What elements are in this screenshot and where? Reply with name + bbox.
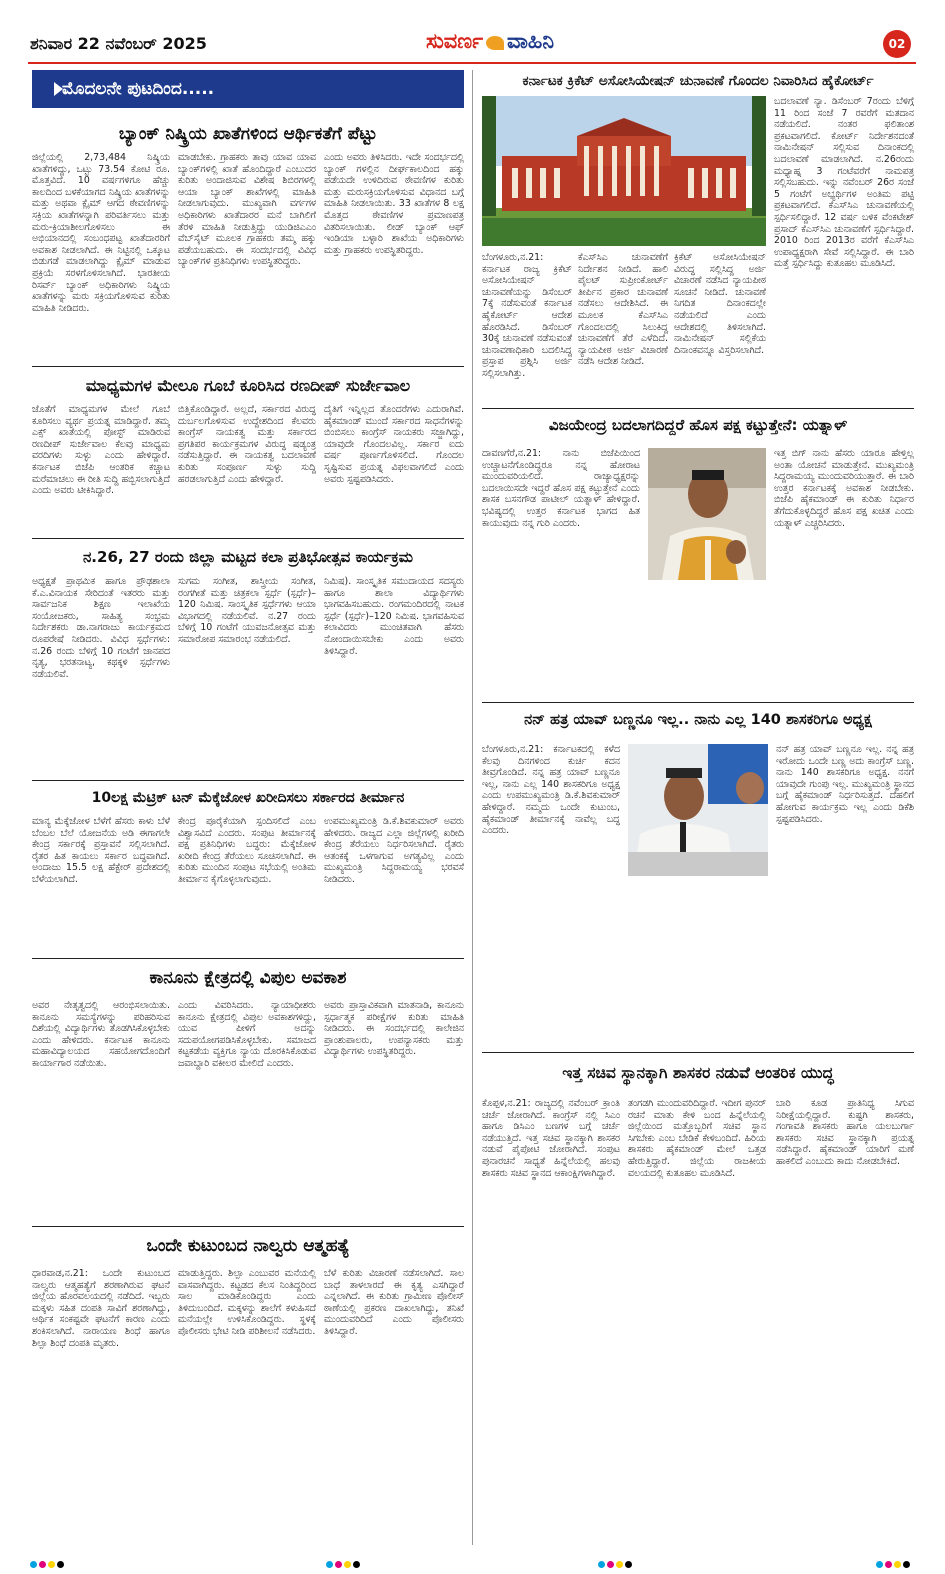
magenta-dot-icon (607, 1561, 614, 1568)
surjewala-col-1: ಜೊತೆಗೆ ಮಾಧ್ಯಮಗಳ ಮೇಲೆ ಗೂಬೆ ಕೂರಿಸಲು ವ್ಯರ್ಥ ಪ್ರಯತ್ನ ಮಾಡಿದ್ದಾರೆ. ತಮ್ಮ ಎಕ್ಸ್ ಖಾತೆಯಲ್ಲಿ ಪೋಸ್ಟ್ ಮಾಡಿರುವ ರಣದೀಪ್ ಸುರ್ಜೇವಾಲ ಕೆಲವು ಮಾಧ್ಯಮ ವರದಿಗಳು ಸುಳ್ಳು ಎಂದು ಹೇಳಿದ್ದಾರೆ. ಕರ್ನಾಟಕ ಬಿಜೆಪಿ ಆಂತರಿಕ ಕಚ್ಚಾಟ ಮರೆಮಾಚಲು ಈ ರೀತಿ ಸುದ್ದಿ ಹಬ್ಬಿಸಲಾಗುತ್ತಿದೆ ಎಂದು ಅವರು ಟೀಕಿಸಿದ್ದಾರೆ. (32, 404, 170, 497)
suicide-headline[interactable]: ಒಂದೇ ಕುಟುಂಬದ ನಾಲ್ವರು ಆತ್ಮಹತ್ಯೆ (146, 1236, 350, 1256)
law-col-3: ಅವರು ಪ್ರಾಸ್ತಾವಿಕವಾಗಿ ಮಾತನಾಡಿ, ಕಾನೂನು ಸ್ಪರ್ಧಾತ್ಮಕ ಪರೀಕ್ಷೆಗಳ ಕುರಿತು ಮಾಹಿತಿ ನೀಡಿದರು. ಈ ಸಂದರ್ಭದಲ್ಲಿ ಕಾಲೇಜಿನ ಪ್ರಾಂಶುಪಾಲರು, ಉಪನ್ಯಾಸಕರು ಮತ್ತು ವಿದ್ಯಾರ್ಥಿಗಳು ಉಪಸ್ಥಿತರಿದ್ದರು. (324, 1000, 464, 1058)
divider (482, 408, 914, 409)
high-court-photo (482, 96, 766, 246)
maize-col-2: ಕೇಂದ್ರ ಪೂರೈಕೆಯಾಗಿ ಸ್ಪಂದಿಸಲಿದೆ ಎಂಬ ವಿಶ್ವಾಸವಿದೆ ಎಂದರು. ಸಂಪುಟ ತೀರ್ಮಾನಕ್ಕೆ ಪಕ್ಷ ಪ್ರತಿನಿಧಿಗಳು ಬದ್ಧರು: ಮೆಕ್ಕೆಜೋಳ ಖರೀದಿ ಕೇಂದ್ರ ತೆರೆಯಲು ಸೂಚಿಸಲಾಗಿದೆ. ಈ ಕುರಿತು ಮುಂದಿನ ಸಂಪುಟ ಸಭೆಯಲ್ಲಿ ಅಂತಿಮ ತೀರ್ಮಾನ ಕೈಗೊಳ್ಳಲಾಗುವುದು. (178, 816, 316, 885)
dks-headline[interactable]: ನನ್ ಹತ್ರ ಯಾವ್ ಬಣ್ಣನೂ ಇಲ್ಲ.. ನಾನು ಎಲ್ಲ 140 ಶಾಸಕರಿಗೂ ಅಧ್ಯಕ್ಷ (524, 712, 872, 728)
maize-col-1: ಮಾನ್ಯ ಮೆಕ್ಕೆಜೋಳ ಬೆಳೆಗೆ ಹೆಸರು ಕಾಳು ಬೆಳೆ ಬೆಂಬಲ ಬೆಲೆ ಯೋಜನೆಯ ಅಡಿ ಈಗಾಗಲೇ ಕೇಂದ್ರ ಸರ್ಕಾರಕ್ಕೆ ಪ್ರಸ್ತಾವನೆ ಸಲ್ಲಿಸಲಾಗಿದೆ. ರೈತರ ಹಿತ ಕಾಯಲು ಸರ್ಕಾರ ಬದ್ಧವಾಗಿದೆ. ಅಂದಾಜು 15.5 ಲಕ್ಷ ಹೆಕ್ಟೇರ್ ಪ್ರದೇಶದಲ್ಲಿ ಬೆಳೆಯಲಾಗಿದೆ. (32, 816, 170, 885)
surjewala-col-3: ದೈತಿಗೆ ಇನ್ನಿಲ್ಲದ ತೊಂದರೆಗಳು ಎದುರಾಗಿವೆ. ಹೈಕಮಾಂಡ್ ಮುಂದೆ ಸರ್ಕಾರದ ಸಾಧನೆಗಳನ್ನು ಬಿಂಬಿಸಲು ಕಾಂಗ್ರೆಸ್ ನಾಯಕರು ಸಜ್ಜಾಗಿದ್ದು, ಯಾವುದೇ ಗೊಂದಲವಿಲ್ಲ. ಸರ್ಕಾರ ಐದು ವರ್ಷ ಪೂರ್ಣಗೊಳಿಸಲಿದೆ. ಗೊಂದಲ ಸೃಷ್ಟಿಸುವ ಪ್ರಯತ್ನ ವಿಫಲವಾಗಲಿದೆ ಎಂದು ಅವರು ಸ್ಪಷ್ಟಪಡಿಸಿದರು. (324, 404, 464, 485)
maize-col-3: ಉಪಮುಖ್ಯಮಂತ್ರಿ ಡಿ.ಕೆ.ಶಿವಕುಮಾರ್ ಅವರು ಹೇಳಿದರು. ರಾಜ್ಯದ ಎಲ್ಲಾ ಜಿಲ್ಲೆಗಳಲ್ಲಿ ಖರೀದಿ ಕೇಂದ್ರ ತೆರೆಯಲು ನಿರ್ಧರಿಸಲಾಗಿದೆ. ರೈತರು ಆತಂಕಕ್ಕೆ ಒಳಗಾಗುವ ಅಗತ್ಯವಿಲ್ಲ ಎಂದು ಮುಖ್ಯಮಂತ್ರಿ ಸಿದ್ದರಾಮಯ್ಯ ಭರವಸೆ ನೀಡಿದರು. (324, 816, 464, 885)
yatnal-headline[interactable]: ವಿಜಯೇಂದ್ರ ಬದಲಾಗದಿದ್ದರೆ ಹೊಸ ಪಕ್ಷ ಕಟ್ಟುತ್ತೇನೆ: ಯತ್ನಾಳ್ (548, 416, 848, 434)
law-headline[interactable]: ಕಾನೂನು ಕ್ಷೇತ್ರದಲ್ಲಿ ವಿಪುಲ ಅವಕಾಶ (149, 968, 347, 988)
hc-col-2: ಕೆಎಸ್‌ಸಿಎ ಚುನಾವಣೆಗೆ ನಿರ್ದೇಶನ ನೀಡಿದೆ. ಹಾಲಿ ಪೈಲಟ್ ಸುಪ್ರೀಂಕೋರ್ಟ್ ತೀರ್ಪಿನ ಪ್ರಕಾರ ಚುನಾವಣೆ ನಡೆಸಲು ಆದೇಶಿಸಿದೆ. ಈ ಮೂಲಕ ಕೆಎಸ್‌ಸಿಎ ಗೊಂದಲದಲ್ಲಿ ಸಿಲುಕಿದ್ದ ಚುನಾವಣೆಗೆ ತೆರೆ ಎಳೆದಿದೆ. ನ್ಯಾಯಪೀಠ ಅರ್ಜಿ ವಿಚಾರಣೆ ನಡೆಸಿ ಆದೇಶ ನೀಡಿದೆ. (578, 252, 668, 368)
registration-marks-center-left (326, 1553, 362, 1561)
bank-col-2: ಮಾಡಬೇಕು. ಗ್ರಾಹಕರು ತಾವು ಯಾವ ಯಾವ ಬ್ಯಾಂಕ್‌ಗಳಲ್ಲಿ ಖಾತೆ ಹೊಂದಿದ್ದಾರೆ ಎಂಬುದರ ಕುರಿತು ಅಂದಾಜಿಸುವ ವಿಶೇಷ ಶಿಬಿರಗಳಲ್ಲಿ ಆಯಾ ಬ್ಯಾಂಕ್ ಶಾಖೆಗಳಲ್ಲಿ ಮಾಹಿತಿ ನೀಡಲಾಗುವುದು. ಮುಖ್ಯವಾಗಿ ವರ್ಗಗಳ ಅಧಿಕಾರಿಗಳು ಖಾತೆದಾರರ ಮನೆ ಬಾಗಿಲಿಗೆ ತೆರಳಿ ಮಾಹಿತಿ ನೀಡುತ್ತಿದ್ದು ಯುಡಿಜಿಎಎಂ ವೆಬ್‌ಸೈಟ್ ಮೂಲಕ ಗ್ರಾಹಕರು ತಮ್ಮ ಹಕ್ಕು ಪಡೆಯಬಹುದು. ಈ ಸಂದರ್ಭದಲ್ಲಿ ವಿವಿಧ ಬ್ಯಾಂಕ್‌ಗಳ ಪ್ರತಿನಿಧಿಗಳು ಉಪಸ್ಥಿತರಿದ್ದರು. (178, 152, 316, 268)
suicide-col-2: ಮಾಡುತ್ತಿದ್ದರು. ಶಿಲ್ಪಾ ಎಂಬುವರ ಮನೆಯಲ್ಲಿ ವಾಸವಾಗಿದ್ದರು. ಕಟ್ಟಡದ ಕೆಲಸ ನಿಂತಿದ್ದರಿಂದ ಸಾಲ ಮಾಡಿಕೊಂಡಿದ್ದರು ಎಂದು ತಿಳಿದುಬಂದಿದೆ. ಮಕ್ಕಳನ್ನು ಶಾಲೆಗೆ ಕಳುಹಿಸದೆ ಮನೆಯಲ್ಲೇ ಉಳಿಸಿಕೊಂಡಿದ್ದರು. ಸ್ಥಳಕ್ಕೆ ಪೊಲೀಸರು ಭೇಟಿ ನೀಡಿ ಪರಿಶೀಲನೆ ನಡೆಸಿದರು. (178, 1268, 316, 1337)
suicide-col-3: ಬೆಳೆ ಕುರಿತು ವಿಚಾರಣೆ ನಡೆಸಲಾಗಿದೆ. ಸಾಲ ಬಾಧೆ ತಾಳಲಾರದೆ ಈ ಕೃತ್ಯ ಎಸಗಿದ್ದಾರೆ ಎನ್ನಲಾಗಿದೆ. ಈ ಕುರಿತು ಗ್ರಾಮೀಣ ಪೊಲೀಸ್ ಠಾಣೆಯಲ್ಲಿ ಪ್ರಕರಣ ದಾಖಲಾಗಿದ್ದು, ತನಿಖೆ ಮುಂದುವರಿದಿದೆ ಎಂದು ಪೊಲೀಸರು ತಿಳಿಸಿದ್ದಾರೆ. (324, 1268, 464, 1337)
hc-side-text: ಬದಲಾವಣೆ ನ್ಯಾ. ಡಿಸೆಂಬರ್ 7ರಂದು ಬೆಳಿಗ್ಗೆ 11 ರಿಂದ ಸಂಜೆ 7 ರವರೆಗೆ ಮತದಾನ ನಡೆಯಲಿದೆ. ನಂತರ ಫಲಿತಾಂಶ ಪ್ರಕಟವಾಗಲಿದೆ. ಕೋರ್ಟ್ ನಿರ್ದೇಶನದಂತೆ ನಾಮಿನೇಷನ್ ಸಲ್ಲಿಸುವ ದಿನಾಂಕದಲ್ಲಿ ಬದಲಾವಣೆ ಮಾಡಲಾಗಿದೆ. ನ.26ರಂದು ಮಧ್ಯಾಹ್ನ 3 ಗಂಟೆವರೆಗೆ ನಾಮಪತ್ರ ಸಲ್ಲಿಸಬಹುದು. ಇನ್ನು ನವೆಂಬರ್ 26ರ ಸಂಜೆ 5 ಗಂಟೆಗೆ ಅಭ್ಯರ್ಥಿಗಳ ಅಂತಿಮ ಪಟ್ಟಿ ಪ್ರಕಟವಾಗಲಿದೆ. ಕೆಎಸ್‌ಸಿಎ ಚುನಾವಣೆಯಲ್ಲಿ ಸ್ಪರ್ಧಿಸಲಿದ್ದಾರೆ. 12 ವರ್ಷ ಬಳಿಕ ವೆಂಕಟೇಶ್ ಪ್ರಸಾದ್ ಕೆಎಸ್‌ಸಿಎ ಚುನಾವಣೆಗೆ ಸ್ಪರ್ಧಿಸಿದ್ದಾರೆ. 2010 ರಿಂದ 2013ರ ವರೆಗೆ ಕೆಎಸ್‌ಸಿಎ ಉಪಾಧ್ಯಕ್ಷರಾಗಿ ಸೇವೆ ಸಲ್ಲಿಸಿದ್ದಾರೆ. ಈ ಬಾರಿ ಮತ್ತೆ ಸ್ಪರ್ಧಿಸಿದ್ದು ಕುತೂಹಲ ಮೂಡಿಸಿದೆ. (774, 96, 914, 270)
suicide-col-1: ಧಾರವಾಡ,ನ.21: ಒಂದೇ ಕುಟುಂಬದ ನಾಲ್ವರು ಆತ್ಮಹತ್ಯೆಗೆ ಶರಣಾಗಿರುವ ಘಟನೆ ಜಿಲ್ಲೆಯ ಹೊರವಲಯದಲ್ಲಿ ನಡೆದಿದೆ. ಇಬ್ಬರು ಮಕ್ಕಳು ಸಹಿತ ದಂಪತಿ ಸಾವಿಗೆ ಶರಣಾಗಿದ್ದು, ಆರ್ಥಿಕ ಸಂಕಷ್ಟವೇ ಘಟನೆಗೆ ಕಾರಣ ಎಂದು ಶಂಕಿಸಲಾಗಿದೆ. ನಾರಾಯಣ ಶಿಂಧೆ ಹಾಗೂ ಶಿಲ್ಪಾ ಶಿಂಧೆ ದಂಪತಿ ಮೃತರು. (32, 1268, 170, 1349)
law-col-1: ಅವರ ನೇತೃತ್ವದಲ್ಲಿ ಆರಂಭಿಸಲಾಯಿತು. ಕಾನೂನು ಸಮಸ್ಯೆಗಳನ್ನು ಪರಿಹರಿಸುವ ದಿಶೆಯಲ್ಲಿ ವಿದ್ಯಾರ್ಥಿಗಳು ತೊಡಗಿಸಿಕೊಳ್ಳಬೇಕು ಎಂದು ಹೇಳಿದರು. ಕರ್ನಾಟಕ ಕಾನೂನು ಮಹಾವಿದ್ಯಾಲಯದ ಸಹಯೋಗದೊಂದಿಗೆ ಕಾರ್ಯಾಗಾರ ನಡೆಯಿತು. (32, 1000, 170, 1069)
divider (482, 1052, 914, 1053)
bank-col-1: ಜಿಲ್ಲೆಯಲ್ಲಿ 2,73,484 ನಿಷ್ಕ್ರಿಯ ಖಾತೆಗಳಿದ್ದು, ಒಟ್ಟು 73.54 ಕೋಟಿ ರೂ. ಮೊತ್ತವಿದೆ. 10 ವರ್ಷಗಳಿಗೂ ಹೆಚ್ಚು ಕಾಲದಿಂದ ಬಳಕೆಯಾಗದ ನಿಷ್ಕ್ರಿಯ ಖಾತೆಗಳನ್ನು ಮತ್ತು ಅಥವಾ ಕ್ಲೈಮ್ ಆಗದ ಠೇವಣಿಗಳನ್ನು ಸಕ್ರಿಯ ಖಾತೆಗಳನ್ನಾಗಿ ಪರಿವರ್ತಿಸಲು ಮತ್ತು ಮರು-ಕ್ರಿಯಾಶೀಲಗೊಳಿಸಲು ಈ ಅಭಿಯಾನದಲ್ಲಿ ಸಂಬಂಧಪಟ್ಟ ಖಾತೆದಾರರಿಗೆ ಅವಕಾಶ ನೀಡಲಾಗಿದೆ. ಈ ನಿಟ್ಟಿನಲ್ಲಿ ಒಕ್ಕೂಟ ಬಿಡುಗಡೆ ಮಾಡಲಾಗಿದ್ದು ಕ್ಲೈಮ್ ಮಾಡುವ ಪ್ರಕ್ರಿಯೆ ಸರಳಗೊಳಿಸಲಾಗಿದೆ. ಭಾರತೀಯ ರಿಸರ್ವ್ ಬ್ಯಾಂಕ್ ಅಧಿಕಾರಿಗಳು ನಿಷ್ಕ್ರಿಯ ಖಾತೆಗಳನ್ನು ಮರು ಸಕ್ರಿಯಗೊಳಿಸುವ ಕುರಿತು ಮಾಹಿತಿ ನೀಡಿದರು. (32, 152, 170, 314)
bank-col-3: ಎಂದು ಅವರು ತಿಳಿಸಿದರು. ಇದೇ ಸಂದರ್ಭದಲ್ಲಿ ಬ್ಯಾಂಕ್ ಗಳಲ್ಲಿನ ದೀರ್ಘಕಾಲದಿಂದ ಹಕ್ಕು ಪಡೆಯದೇ ಉಳಿದಿರುವ ಠೇವಣಿಗಳ ಕುರಿತು ಮತ್ತು ಮರುಸಕ್ರಿಯಗೊಳಿಸುವ ವಿಧಾನದ ಬಗ್ಗೆ ಮಾಹಿತಿ ನೀಡಲಾಯಿತು. 33 ಖಾತೆಗಳ 8 ಲಕ್ಷ ಮೊತ್ತದ ಠೇವಣಿಗಳ ಪ್ರಮಾಣಪತ್ರ ವಿತರಿಸಲಾಯಿತು. ಲೀಡ್ ಬ್ಯಾಂಕ್ ಆಫ್ ಇಂಡಿಯಾ ಬಳ್ಳಾರಿ ಶಾಖೆಯ ಅಧಿಕಾರಿಗಳು ಮತ್ತು ಗ್ರಾಹಕರು ಉಪಸ್ಥಿತರಿದ್ದರು. (324, 152, 464, 256)
divider (32, 1226, 464, 1227)
hc-headline[interactable]: ಕರ್ನಾಟಕ ಕ್ರಿಕೆಟ್ ಅಸೋಸಿಯೇಷನ್ ಚುನಾವಣೆ ಗೊಂದಲ ನಿವಾರಿಸಿದ ಹೈಕೋರ್ಟ್ (522, 73, 874, 89)
sachiva-col-2: ತಂಗಡಗಿ ಮುಂದುವರಿದಿದ್ದಾರೆ. ಇದೀಗ ಪುನರ್ ರಚನೆ ಮಾತು ಕೇಳಿ ಬಂದ ಹಿನ್ನೆಲೆಯಲ್ಲಿ ಜಿಲ್ಲೆಯಿಂದ ಮತ್ತೊಬ್ಬರಿಗೆ ಸಚಿವ ಸ್ಥಾನ ಸಿಗಬೇಕು ಎಂಬ ಬೇಡಿಕೆ ಕೇಳಿಬಂದಿದೆ. ಹಿರಿಯ ಶಾಸಕರು ಹೈಕಮಾಂಡ್ ಮೇಲೆ ಒತ್ತಡ ಹೇರುತ್ತಿದ್ದಾರೆ. ಜಿಲ್ಲೆಯ ರಾಜಕೀಯ ವಲಯದಲ್ಲಿ ಕುತೂಹಲ ಮೂಡಿಸಿದೆ. (628, 1098, 766, 1179)
surjewala-col-2: ಬಿತ್ತಿಕೊಂಡಿದ್ದಾರೆ. ಅಲ್ಲದೆ, ಸರ್ಕಾರದ ವಿರುದ್ಧ ದುರ್ಬಲಗೊಳಿಸುವ ಉದ್ದೇಶದಿಂದ ಕೆಲವರು ಕಾಂಗ್ರೆಸ್ ನಾಯಕತ್ವ ಮತ್ತು ಸರ್ಕಾರದ ಪ್ರಗತಿಪರ ಕಾರ್ಯಕ್ರಮಗಳ ವಿರುದ್ಧ ಷಡ್ಯಂತ್ರ ನಡೆಸುತ್ತಿದ್ದಾರೆ. ಈ ನಾಯಕತ್ವ ಬದಲಾವಣೆ ಕುರಿತು ಸಂಪೂರ್ಣ ಸುಳ್ಳು ಸುದ್ದಿ ಹರಡಲಾಗುತ್ತಿದೆ ಎಂದು ಹೇಳಿದ್ದಾರೆ. (178, 404, 316, 485)
black-dot-icon (625, 1561, 632, 1568)
masthead-right: ವಾಹಿನಿ (507, 28, 555, 53)
sachiva-headline[interactable]: ಇತ್ತ ಸಚಿವ ಸ್ಥಾನಕ್ಕಾಗಿ ಶಾಸಕರ ನಡುವೆ ಆಂತರಿಕ ಯುದ್ಧ (562, 1064, 834, 1082)
page-number-badge: 02 (883, 30, 911, 58)
kala-col-1: ಅಧ್ಯಕ್ಷತೆ ಪ್ರಾಥಮಿಕ ಹಾಗೂ ಪ್ರೌಢಶಾಲಾ ಕೆ.ಎ.ವಿನಾಯಕ ಸೇರಿದಂತೆ ಇತರರು ಮತ್ತು ಸಾರ್ವಜನಿಕ ಶಿಕ್ಷಣ ಇಲಾಖೆಯ ಸಂಯೋಜಕರು, ಸಾಹಿತ್ಯ ಸಂಭ್ರಮ ನಿರ್ದೇಶಕರು ಡಾ.ನಾಗರಾಜು ಕಾರ್ಯಕ್ರಮದ ರೂಪರೇಷೆ ನೀಡಿದರು. ವಿವಿಧ ಸ್ಪರ್ಧೆಗಳು: ನ.26 ರಂದು ಬೆಳಿಗ್ಗೆ 10 ಗಂಟೆಗೆ ಜಾನಪದ ನೃತ್ಯ, ಭರತನಾಟ್ಯ, ಕಥಕ್ಕಳಿ ಸ್ಪರ್ಧೆಗಳು ನಡೆಯಲಿವೆ. (32, 576, 170, 680)
magenta-dot-icon (39, 1561, 46, 1568)
divider (32, 366, 464, 367)
magenta-dot-icon (885, 1561, 892, 1568)
kala-headline[interactable]: ನ.26, 27 ರಂದು ಜಿಲ್ಲಾ ಮಟ್ಟದ ಕಲಾ ಪ್ರತಿಭೋತ್ಸವ ಕಾರ್ಯಕ್ರಮ (82, 548, 414, 566)
black-dot-icon (353, 1561, 360, 1568)
hc-col-1: ಬೆಂಗಳೂರು,ನ.21: ಕರ್ನಾಟಕ ರಾಜ್ಯ ಕ್ರಿಕೆಟ್ ಅಸೋಸಿಯೇಷನ್ ಚುನಾವಣೆಯನ್ನು ಡಿಸೆಂಬರ್ 7ಕ್ಕೆ ನಡೆಸುವಂತೆ ಕರ್ನಾಟಕ ಹೈಕೋರ್ಟ್ ಆದೇಶ ಹೊರಡಿಸಿದೆ. ಡಿಸೆಂಬರ್ 30ಕ್ಕೆ ಚುನಾವಣೆ ನಡೆಸುವಂತೆ ಚುನಾವಣಾಧಿಕಾರಿ ಬದಲಿಸಿದ್ದ ಪ್ರಸ್ತಾಪ ಪ್ರಶ್ನಿಸಿ ಅರ್ಜಿ ಸಲ್ಲಿಸಲಾಗಿತ್ತು. (482, 252, 572, 379)
dks-col-1: ಬೆಂಗಳೂರು,ನ.21: ಕರ್ನಾಟಕದಲ್ಲಿ ಕಳೆದ ಕೆಲವು ದಿನಗಳಿಂದ ಕುರ್ಚಿ ಕದನ ತೀವ್ರಗೊಂಡಿದೆ. ನನ್ನ ಹತ್ರ ಯಾವ್ ಬಣ್ಣನೂ ಇಲ್ಲ, ನಾನು ಎಲ್ಲ 140 ಶಾಸಕರಿಗೂ ಅಧ್ಯಕ್ಷ ಎಂದು ಉಪಮುಖ್ಯಮಂತ್ರಿ ಡಿ.ಕೆ.ಶಿವಕುಮಾರ್ ಹೇಳಿದ್ದಾರೆ. ನಮ್ಮದು ಒಂದೇ ಕುಟುಂಬ, ಹೈಕಮಾಂಡ್ ತೀರ್ಮಾನಕ್ಕೆ ನಾವೆಲ್ಲ ಬದ್ಧ ಎಂದರು. (482, 744, 620, 837)
kala-col-2: ಸುಗಮ ಸಂಗೀತ, ಶಾಸ್ತ್ರೀಯ ಸಂಗೀತ, ರಂಗಗೀತೆ ಮತ್ತು ಚಿತ್ರಕಲಾ ಸ್ಪರ್ಧೆ (ಸ್ಪರ್ಧೆ)–120 ನಿಮಿಷ. ಸಾಂಸ್ಕೃತಿಕ ಸ್ಪರ್ಧೆಗಳು ಆಯಾ ವಿಭಾಗದಲ್ಲಿ ನಡೆಯಲಿವೆ. ನ.27 ರಂದು ಬೆಳಿಗ್ಗೆ 10 ಗಂಟೆಗೆ ಯುವಜನೋತ್ಸವ ಮತ್ತು ಸಮಾರೋಪ ಸಮಾರಂಭ ನಡೆಯಲಿದೆ. (178, 576, 316, 645)
dks-col-2: ನನ್ ಹತ್ರ ಯಾವ್ ಬಣ್ಣನೂ ಇಲ್ಲ. ನನ್ನ ಹತ್ರ ಇರೋದು ಒಂದೇ ಬಣ್ಣ ಅದು ಕಾಂಗ್ರೆಸ್ ಬಣ್ಣ. ನಾನು 140 ಶಾಸಕರಿಗೂ ಅಧ್ಯಕ್ಷ. ನನಗೆ ಯಾವುದೇ ಗುಂಪು ಇಲ್ಲ. ಮುಖ್ಯಮಂತ್ರಿ ಸ್ಥಾನದ ಬಗ್ಗೆ ಹೈಕಮಾಂಡ್ ನಿರ್ಧರಿಸುತ್ತದೆ. ದೆಹಲಿಗೆ ಹೋಗುವ ಕಾರ್ಯಕ್ರಮ ಇಲ್ಲ ಎಂದು ಡಿಕೆಶಿ ಸ್ಪಷ್ಟಪಡಿಸಿದರು. (776, 744, 914, 825)
divider (32, 538, 464, 539)
registration-marks-left (30, 1553, 66, 1561)
play-triangle-icon (54, 82, 63, 96)
yatnal-photo (648, 448, 766, 580)
black-dot-icon (57, 1561, 64, 1568)
column-divider (472, 70, 473, 1545)
divider (482, 702, 914, 703)
sun-logo-icon (486, 36, 504, 50)
registration-marks-right (876, 1553, 912, 1561)
masthead-logo[interactable] (400, 28, 580, 58)
divider (32, 958, 464, 959)
law-col-2: ಎಂದು ವಿವರಿಸಿದರು. ನ್ಯಾಯಾಧೀಶರು ಕಾನೂನು ಕ್ಷೇತ್ರದಲ್ಲಿ ವಿಪುಲ ಅವಕಾಶಗಳಿದ್ದು, ಯುವ ಪೀಳಿಗೆ ಅದನ್ನು ಸದುಪಯೋಗಪಡಿಸಿಕೊಳ್ಳಬೇಕು. ಸಮಾಜದ ಕಟ್ಟಕಡೆಯ ವ್ಯಕ್ತಿಗೂ ನ್ಯಾಯ ದೊರಕಿಸಿಕೊಡುವ ಜವಾಬ್ದಾರಿ ವಕೀಲರ ಮೇಲಿದೆ ಎಂದರು. (178, 1000, 316, 1069)
magenta-dot-icon (335, 1561, 342, 1568)
cyan-dot-icon (876, 1561, 883, 1568)
yellow-dot-icon (344, 1561, 351, 1568)
registration-marks-center-right (598, 1553, 634, 1561)
divider (32, 780, 464, 781)
black-dot-icon (903, 1561, 910, 1568)
surjewala-headline[interactable]: ಮಾಧ್ಯಮಗಳ ಮೇಲೂ ಗೂಬೆ ಕೂರಿಸಿದ ರಣದೀಪ್ ಸುರ್ಜೇವಾಲ (85, 376, 411, 395)
section-banner: ಮೊದಲನೇ ಪುಟದಿಂದ..... (32, 70, 464, 108)
header-rule (28, 62, 916, 64)
yellow-dot-icon (48, 1561, 55, 1568)
yellow-dot-icon (616, 1561, 623, 1568)
yellow-dot-icon (894, 1561, 901, 1568)
maize-headline[interactable]: 10ಲಕ್ಷ ಮೆಟ್ರಿಕ್ ಟನ್ ಮೆಕ್ಕೆಜೋಳ ಖರೀದಿಸಲು ಸರ್ಕಾರದ ತೀರ್ಮಾನ (91, 790, 405, 806)
kala-col-3: ನಿಮಿಷ). ಸಾಂಸ್ಕೃತಿಕ ಸಮುದಾಯದ ಸದಸ್ಯರು ಹಾಗೂ ಶಾಲಾ ವಿದ್ಯಾರ್ಥಿಗಳು ಭಾಗವಹಿಸಬಹುದು. ರಂಗಮಂದಿರದಲ್ಲಿ ನಾಟಕ ಸ್ಪರ್ಧೆ (ಸ್ಪರ್ಧೆ)–120 ನಿಮಿಷ. ಭಾಗವಹಿಸುವ ಕಲಾವಿದರು ಮುಂಚಿತವಾಗಿ ಹೆಸರು ನೋಂದಾಯಿಸಬೇಕು ಎಂದು ಅವರು ತಿಳಿಸಿದ್ದಾರೆ. (324, 576, 464, 657)
sachiva-col-3: ಬಾರಿ ಕೂಡ ಪ್ರಾತಿನಿಧ್ಯ ಸಿಗುವ ನಿರೀಕ್ಷೆಯಲ್ಲಿದ್ದಾರೆ. ಕುಷ್ಟಗಿ ಶಾಸಕರು, ಗಂಗಾವತಿ ಶಾಸಕರು ಹಾಗೂ ಯಲಬುರ್ಗಾ ಶಾಸಕರು ಸಚಿವ ಸ್ಥಾನಕ್ಕಾಗಿ ಪ್ರಯತ್ನ ನಡೆಸಿದ್ದಾರೆ. ಹೈಕಮಾಂಡ್ ಯಾರಿಗೆ ಮಣೆ ಹಾಕಲಿದೆ ಎಂಬುದು ಕಾದು ನೋಡಬೇಕಿದೆ. (776, 1098, 914, 1167)
yatnal-col-2: ಇತ್ತ ಬಿಗ್ ನಾನು ಹೆಸರು ಯಾರೂ ಹೇಳ್ತಿಲ್ಲ ಅಂತಾ ಯೋಚನೆ ಮಾಡುತ್ತೇನೆ. ಮುಖ್ಯಮಂತ್ರಿ ಸಿದ್ದರಾಮಯ್ಯ ಮುಂದುವರಿಯುತ್ತಾರೆ. ಈ ಬಾರಿ ಉತ್ತರ ಕರ್ನಾಟಕಕ್ಕೆ ಅವಕಾಶ ನೀಡಬೇಕು. ಬಿಜೆಪಿ ಹೈಕಮಾಂಡ್ ಈ ಕುರಿತು ನಿರ್ಧಾರ ತೆಗೆದುಕೊಳ್ಳದಿದ್ದರೆ ಹೊಸ ಪಕ್ಷ ಖಚಿತ ಎಂದು ಯತ್ನಾಳ್ ಎಚ್ಚರಿಸಿದರು. (774, 448, 914, 529)
sachiva-col-1: ಕೊಪ್ಪಳ,ನ.21: ರಾಜ್ಯದಲ್ಲಿ ನವೆಂಬರ್ ಕ್ರಾಂತಿ ಚರ್ಚೆ ಜೋರಾಗಿದೆ. ಕಾಂಗ್ರೆಸ್ ನಲ್ಲಿ ಸಿಎಂ ಹಾಗೂ ಡಿಸಿಎಂ ಬಣಗಳ ಬಗ್ಗೆ ಚರ್ಚೆ ನಡೆಯುತ್ತಿದೆ. ಇತ್ತ ಸಚಿವ ಸ್ಥಾನಕ್ಕಾಗಿ ಶಾಸಕರ ನಡುವೆ ಪೈಪೋಟಿ ಜೋರಾಗಿದೆ. ಸಂಪುಟ ಪುನಾರಚನೆ ಸಾಧ್ಯತೆ ಹಿನ್ನೆಲೆಯಲ್ಲಿ ಹಲವು ಶಾಸಕರು ಸಚಿವ ಸ್ಥಾನದ ಆಕಾಂಕ್ಷಿಗಳಾಗಿದ್ದಾರೆ. (482, 1098, 620, 1179)
bank-headline[interactable]: ಬ್ಯಾಂಕ್ ನಿಷ್ಕ್ರಿಯ ಖಾತೆಗಳಿಂದ ಆರ್ಥಿಕತೆಗೆ ಪೆಟ್ಟು (118, 124, 378, 144)
dks-photo (628, 744, 768, 876)
cyan-dot-icon (326, 1561, 333, 1568)
issue-date: ಶನಿವಾರ 22 ನವೆಂಬರ್ 2025 (30, 34, 207, 53)
cyan-dot-icon (598, 1561, 605, 1568)
hc-col-3: ಕ್ರಿಕೆಟ್ ಅಸೋಸಿಯೇಷನ್ ವಿರುದ್ಧ ಸಲ್ಲಿಸಿದ್ದ ಅರ್ಜಿ ವಿಚಾರಣೆ ನಡೆಸಿದ ನ್ಯಾಯಪೀಠ ಸೂಚನೆ ನೀಡಿದೆ. ಚುನಾವಣೆ ನಿಗದಿತ ದಿನಾಂಕದಲ್ಲೇ ನಡೆಯಲಿದೆ ಎಂದು ಆದೇಶದಲ್ಲಿ ತಿಳಿಸಲಾಗಿದೆ. ನಾಮಿನೇಷನ್ ಸಲ್ಲಿಕೆಯ ದಿನಾಂಕವನ್ನೂ ವಿಸ್ತರಿಸಲಾಗಿದೆ. (674, 252, 766, 356)
cyan-dot-icon (30, 1561, 37, 1568)
masthead-left: ಸುವರ್ಣ (425, 28, 484, 53)
yatnal-col-1: ದಾವಣಗೆರೆ,ನ.21: ನಾನು ಬಿಜೆಪಿಯಿಂದ ಉಚ್ಚಾಟನೆಗೊಂಡಿದ್ದರೂ ನನ್ನ ಹೋರಾಟ ಮುಂದುವರಿಯಲಿದೆ. ರಾಜ್ಯಾಧ್ಯಕ್ಷರನ್ನು ಬದಲಾಯಿಸದೇ ಇದ್ದರೆ ಹೊಸ ಪಕ್ಷ ಕಟ್ಟುತ್ತೇನೆ ಎಂದು ಶಾಸಕ ಬಸನಗೌಡ ಪಾಟೀಲ್ ಯತ್ನಾಳ್ ಹೇಳಿದ್ದಾರೆ. ಭವಿಷ್ಯದಲ್ಲಿ ಉತ್ತರ ಕರ್ನಾಟಕ ಭಾಗದ ಹಿತ ಕಾಯುವುದು ನನ್ನ ಗುರಿ ಎಂದರು. (482, 448, 640, 529)
